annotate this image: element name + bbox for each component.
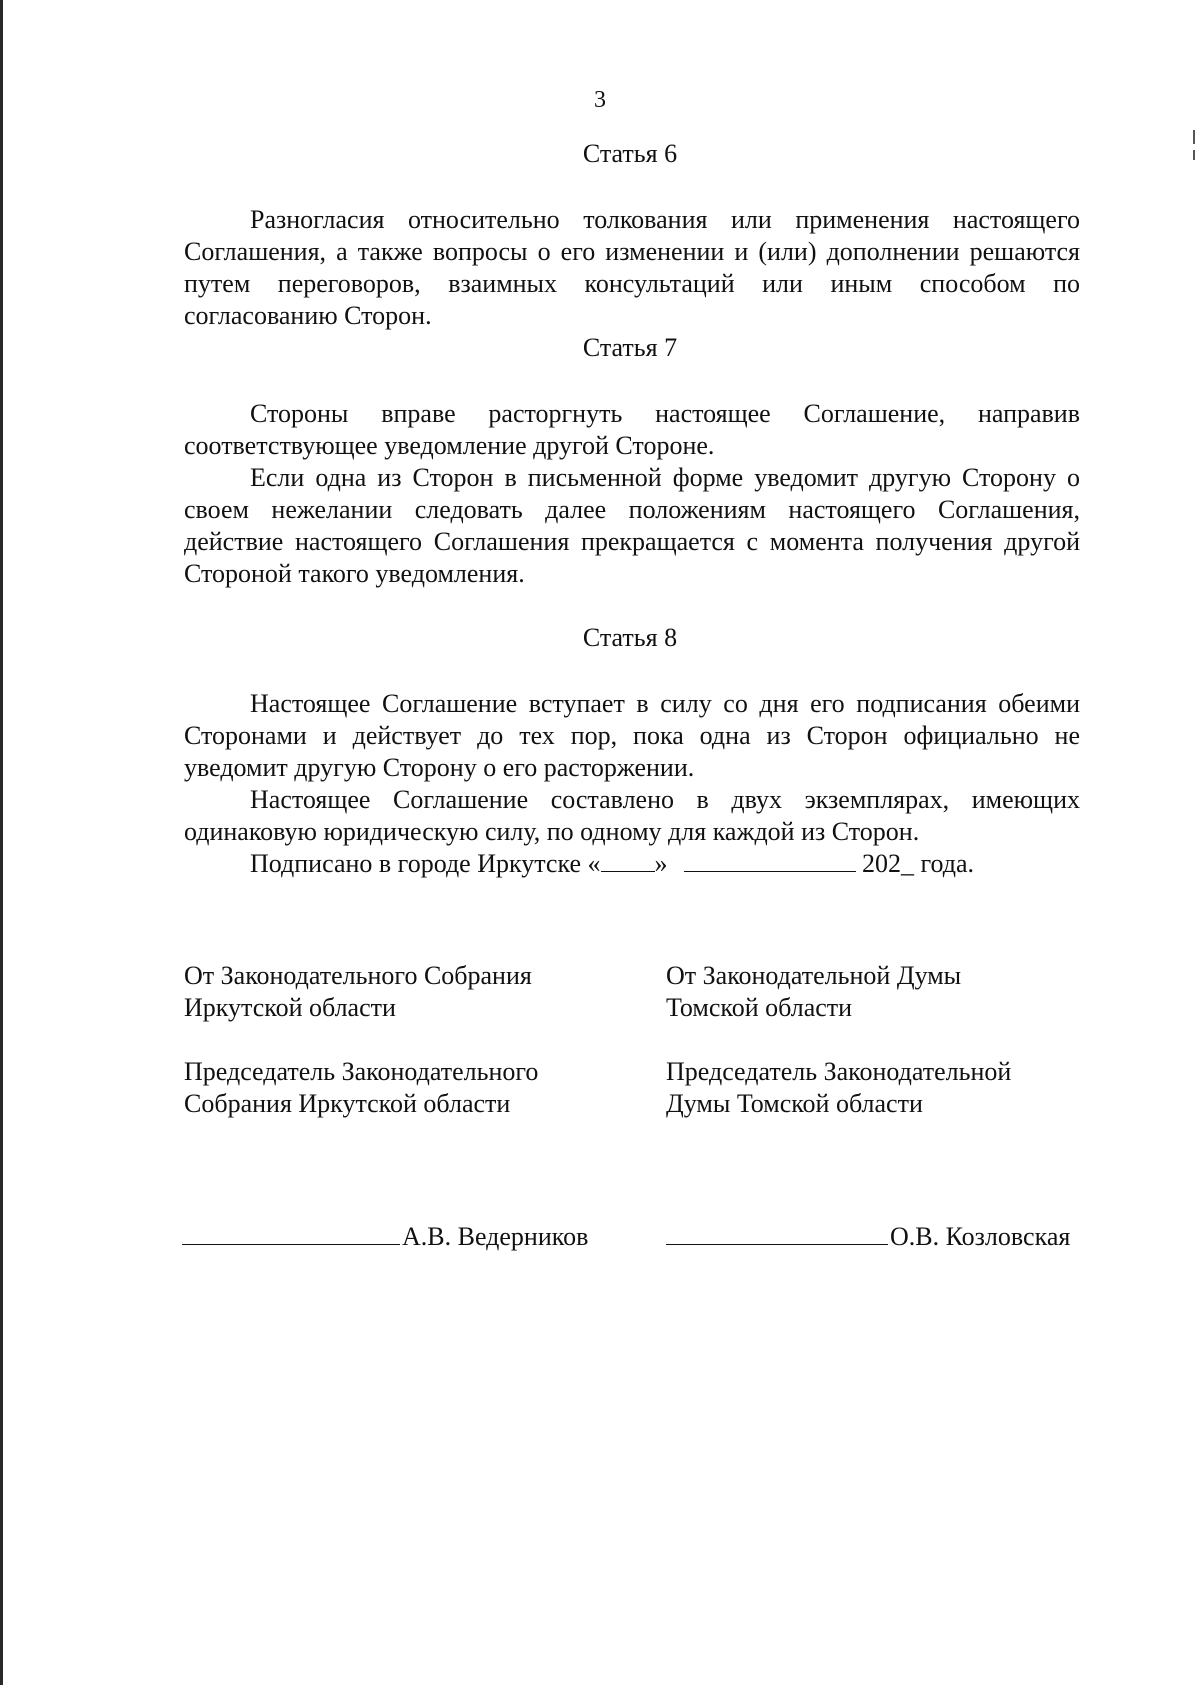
signed-place-line <box>250 848 974 880</box>
right-party-from-line2: Томской области <box>666 993 853 1022</box>
article-7-heading: Статья 7 <box>582 333 678 362</box>
right-signatory-name: О.В. Козловская <box>890 1222 1071 1251</box>
left-party-from-line2: Иркутской области <box>184 993 396 1022</box>
article-6-heading: Статья 6 <box>582 139 678 168</box>
article-8-paragraph-1: Настоящее Соглашение вступает в силу со дня его подписания обеими Сторонами и действует до тех пор, пока одна из Сторон официально не уведомит другую Сторону о его расторжении. <box>184 689 1080 782</box>
article-7-paragraph-2: Если одна из Сторон в письменной форме уведомит другую Сторону о своем нежелании следовать далее положениям настоящего Соглашения, действие настоящего Соглашения прекращается с момента получения другой Стороной такого уведомления. <box>184 463 1080 588</box>
left-party-title-line1: Председатель Законодательного <box>184 1057 539 1086</box>
left-party-title-line2: Собрания Иркутской области <box>184 1089 511 1118</box>
right-party-from-line1: От Законодательной Думы <box>666 961 962 990</box>
left-signature-line <box>182 1220 400 1245</box>
left-party-from-line1: От Законодательного Собрания <box>184 961 532 990</box>
article-8-paragraph-2: Настоящее Соглашение составлено в двух экземплярах, имеющих одинаковую юридическую силу, по одному для каждой из Сторон. <box>184 785 1080 846</box>
left-party-title-block <box>184 1056 538 1120</box>
scan-artifact <box>1193 150 1195 160</box>
article-6-paragraph-1: Разногласия относительно толкования или применения настоящего Соглашения, а также вопросы о его изменении и (или) дополнении решаются путем переговоров, взаимных консультаций или иным способом по согласованию Сторон. <box>184 205 1080 330</box>
scan-artifact <box>1193 130 1195 144</box>
right-signature-line <box>666 1220 888 1245</box>
signed-place-quote-close: » <box>654 849 668 878</box>
article-7-paragraph-1: Стороны вправе расторгнуть настоящее Соглашение, направив соответствующее уведомление другой Стороне. <box>184 399 1080 460</box>
left-party-block <box>184 960 532 1024</box>
right-party-title-block <box>666 1056 1011 1120</box>
left-signatory-name: А.В. Ведерников <box>402 1222 589 1251</box>
signed-place-prefix: Подписано в городе Иркутске « <box>250 849 601 878</box>
right-party-block <box>666 960 961 1024</box>
left-signature-row <box>182 1220 588 1253</box>
right-signature-row <box>666 1220 1070 1253</box>
right-party-title-line1: Председатель Законодательной <box>666 1057 1012 1086</box>
month-blank <box>684 849 856 872</box>
signed-place-year: 202_ года. <box>862 849 975 878</box>
right-party-title-line2: Думы Томской области <box>666 1089 923 1118</box>
day-blank <box>601 849 655 872</box>
article-8-heading: Статья 8 <box>582 623 678 652</box>
page-number: 3 <box>594 87 606 113</box>
